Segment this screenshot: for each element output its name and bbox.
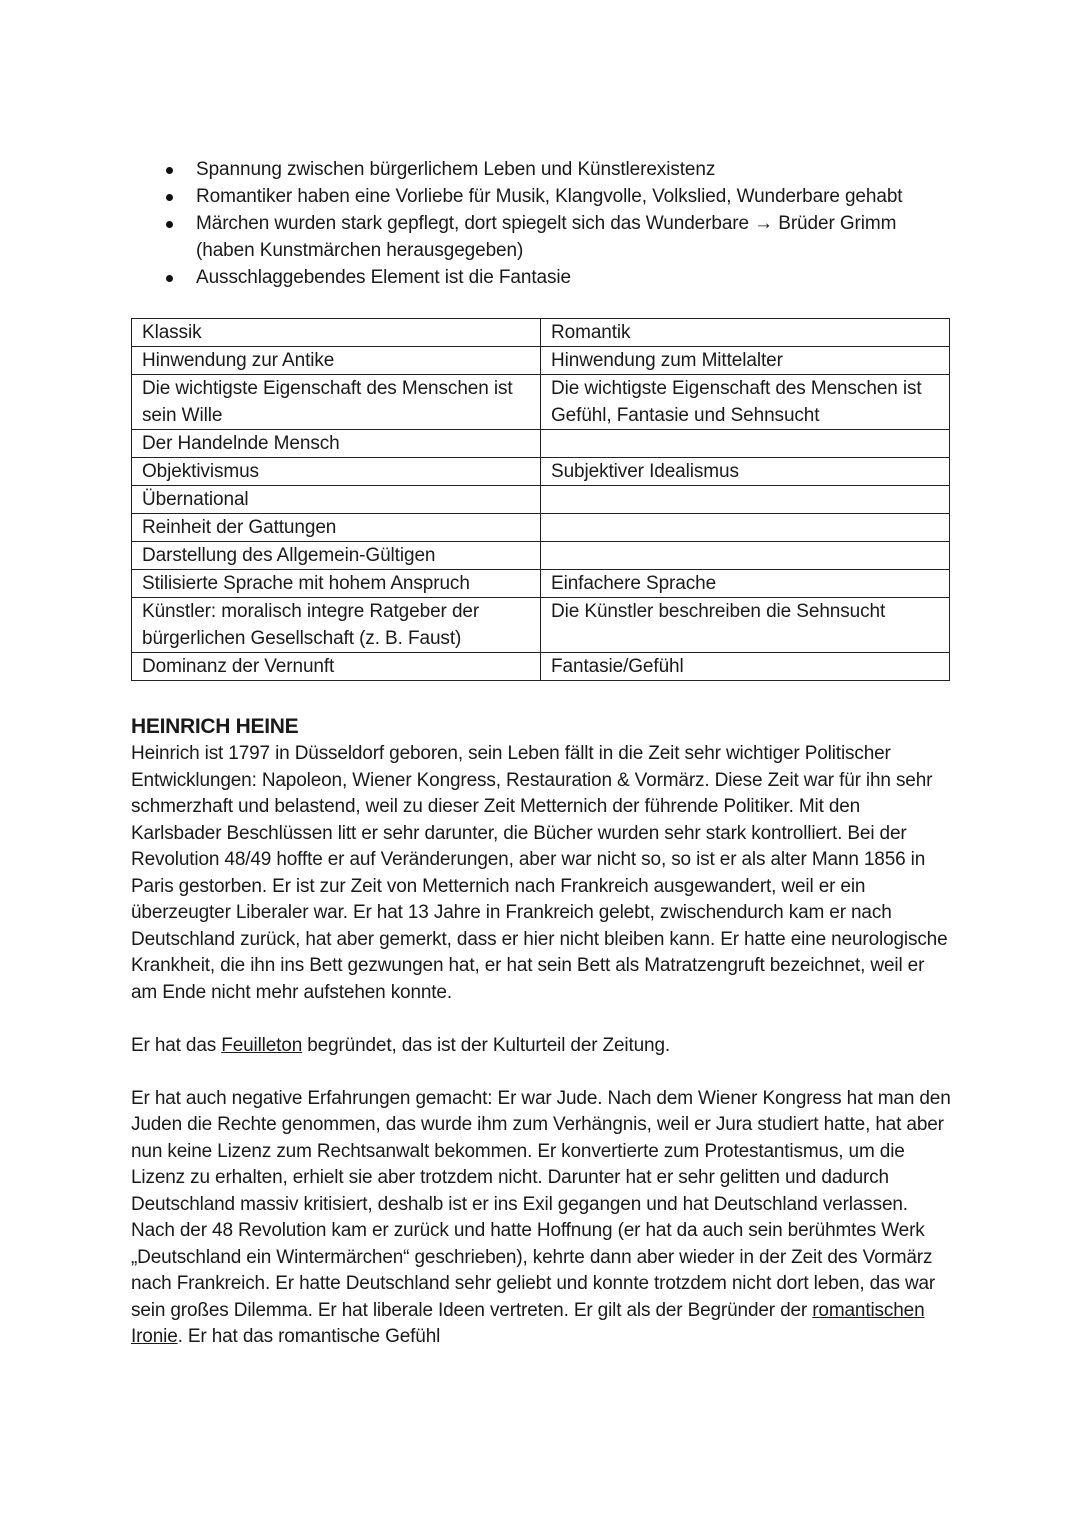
paragraph-experiences xyxy=(131,1086,951,1351)
table-row xyxy=(132,570,950,598)
table-row xyxy=(132,542,950,570)
cell-klassik: Objektivismus xyxy=(132,458,541,486)
bullet-icon xyxy=(166,221,173,228)
paragraph-biography: Heinrich ist 1797 in Düsseldorf geboren, sein Leben fällt in die Zeit sehr wichtiger Politischer Entwicklungen: Napoleon, Wiener Kongress, Restauration & Vormärz. Diese Zeit war für ihn sehr schmerzhaft und belastend, weil zu dieser Zeit Metternich der führende Politiker. Mit den Karlsbader Beschlüssen litt er sehr darunter, die Bücher wurden sehr stark kontrolliert. Bei der Revolution 48/49 hoffte er auf Veränderungen, aber war nicht so, so ist er als alter Mann 1856 in Paris gestorben. Er ist zur Zeit von Metternich nach Frankreich ausgewandert, weil er ein überzeugter Liberaler war. Er hat 13 Jahre in Frankreich gelebt, zwischendurch kam er nach Deutschland zurück, hat aber gemerkt, dass er hier nicht bleiben kann. Er hatte eine neurologische Krankheit, die ihn ins Bett gezwungen hat, er hat sein Bett als Matratzengruft bezeichnet, weil er am Ende nicht mehr aufstehen konnte. xyxy=(131,743,948,1003)
bullet-text: Spannung zwischen bürgerlichem Leben und Künstlerexistenz xyxy=(196,159,716,180)
header-klassik: Klassik xyxy=(132,319,541,347)
cell-klassik: Übernational xyxy=(132,486,541,514)
cell-romantik: Einfachere Sprache xyxy=(541,570,950,598)
header-romantik: Romantik xyxy=(541,319,950,347)
table-row xyxy=(132,598,950,653)
table-row xyxy=(132,375,950,430)
cell-klassik: Reinheit der Gattungen xyxy=(132,514,541,542)
cell-klassik: Dominanz der Vernunft xyxy=(132,653,541,681)
cell-romantik xyxy=(541,514,950,542)
underlined-term-romantische-ironie: romantischen Ironie xyxy=(131,1299,925,1347)
table-header-row xyxy=(132,319,950,347)
cell-klassik: Stilisierte Sprache mit hohem Anspruch xyxy=(132,570,541,598)
table-row xyxy=(132,514,950,542)
bullet-icon xyxy=(166,194,173,201)
text-run: Er hat auch negative Erfahrungen gemacht: Er war Jude. Nach dem Wiener Kongress hat man den Juden die Rechte genommen, das wurde ihm zum Verhängnis, weil er Jura studiert hatte, hat aber nun keine Lizenz zum Rechtsanwalt bekommen. Er konvertierte zum Protestantismus, um die Lizenz zu erhalten, erhielt sie aber trotzdem nicht. Darunter hat er sehr gelitten und dadurch Deutschland massiv kritisiert, deshalb ist er ins Exil gegangen und hat Deutschland verlassen. Nach der 48 Revolution kam er zurück und hatte Hoffnung (er hat da auch sein berühmtes Werk „Deutschland ein Wintermärchen“ geschrieben), kehrte dann aber wieder in der Zeit des Vormärz nach Frankreich. Er hatte Deutschland sehr geliebt und konnte trotzdem nicht dort leben, das war sein großes Dilemma. Er hat liberale Ideen vertreten. Er gilt als der Begründer der xyxy=(131,1087,951,1321)
klassik-romantik-comparison-table xyxy=(131,318,950,681)
bullet-text: Ausschlaggebendes Element ist die Fantasie xyxy=(196,267,571,288)
table-row xyxy=(132,347,950,375)
text-run: Er hat das xyxy=(131,1034,222,1056)
section-heading-heinrich-heine: HEINRICH HEINE xyxy=(131,715,299,738)
cell-romantik: Fantasie/Gefühl xyxy=(541,653,950,681)
cell-romantik: Die Künstler beschreiben die Sehnsucht xyxy=(541,598,950,653)
underlined-term-feuilleton: Feuilleton xyxy=(221,1034,303,1056)
table-row xyxy=(132,458,950,486)
paragraph-feuilleton xyxy=(131,1033,951,1060)
cell-romantik: Subjektiver Idealismus xyxy=(541,458,950,486)
text-run: . Er hat das romantische Gefühl xyxy=(177,1326,441,1347)
cell-klassik: Darstellung des Allgemein-Gültigen xyxy=(132,542,541,570)
table-row xyxy=(132,653,950,681)
table-row xyxy=(132,486,950,514)
bullet-text: Märchen wurden stark gepflegt, dort spiegelt sich das Wunderbare → Brüder Grimm (haben Kunstmärchen herausgegeben) xyxy=(196,213,897,261)
bullet-item xyxy=(131,183,951,210)
cell-romantik xyxy=(541,486,950,514)
cell-klassik: Künstler: moralisch integre Ratgeber der bürgerlichen Gesellschaft (z. B. Faust) xyxy=(132,598,541,653)
cell-romantik xyxy=(541,430,950,458)
cell-klassik: Die wichtigste Eigenschaft des Menschen ist sein Wille xyxy=(132,375,541,430)
cell-klassik: Hinwendung zur Antike xyxy=(132,347,541,375)
bullet-text: Romantiker haben eine Vorliebe für Musik, Klangvolle, Volkslied, Wunderbare gehabt xyxy=(196,186,903,207)
bullet-item xyxy=(131,156,951,183)
cell-klassik: Der Handelnde Mensch xyxy=(132,430,541,458)
cell-romantik xyxy=(541,542,950,570)
bullet-item xyxy=(131,264,951,291)
cell-romantik: Hinwendung zum Mittelalter xyxy=(541,347,950,375)
bullet-icon xyxy=(166,167,173,174)
table-row xyxy=(132,430,950,458)
cell-romantik: Die wichtigste Eigenschaft des Menschen ist Gefühl, Fantasie und Sehnsucht xyxy=(541,375,950,430)
bullet-icon xyxy=(166,275,173,282)
document-page xyxy=(131,156,951,1351)
bullet-item xyxy=(131,210,951,264)
romantik-bullet-list xyxy=(131,156,951,291)
text-run: begründet, das ist der Kulturteil der Zeitung. xyxy=(302,1034,671,1056)
